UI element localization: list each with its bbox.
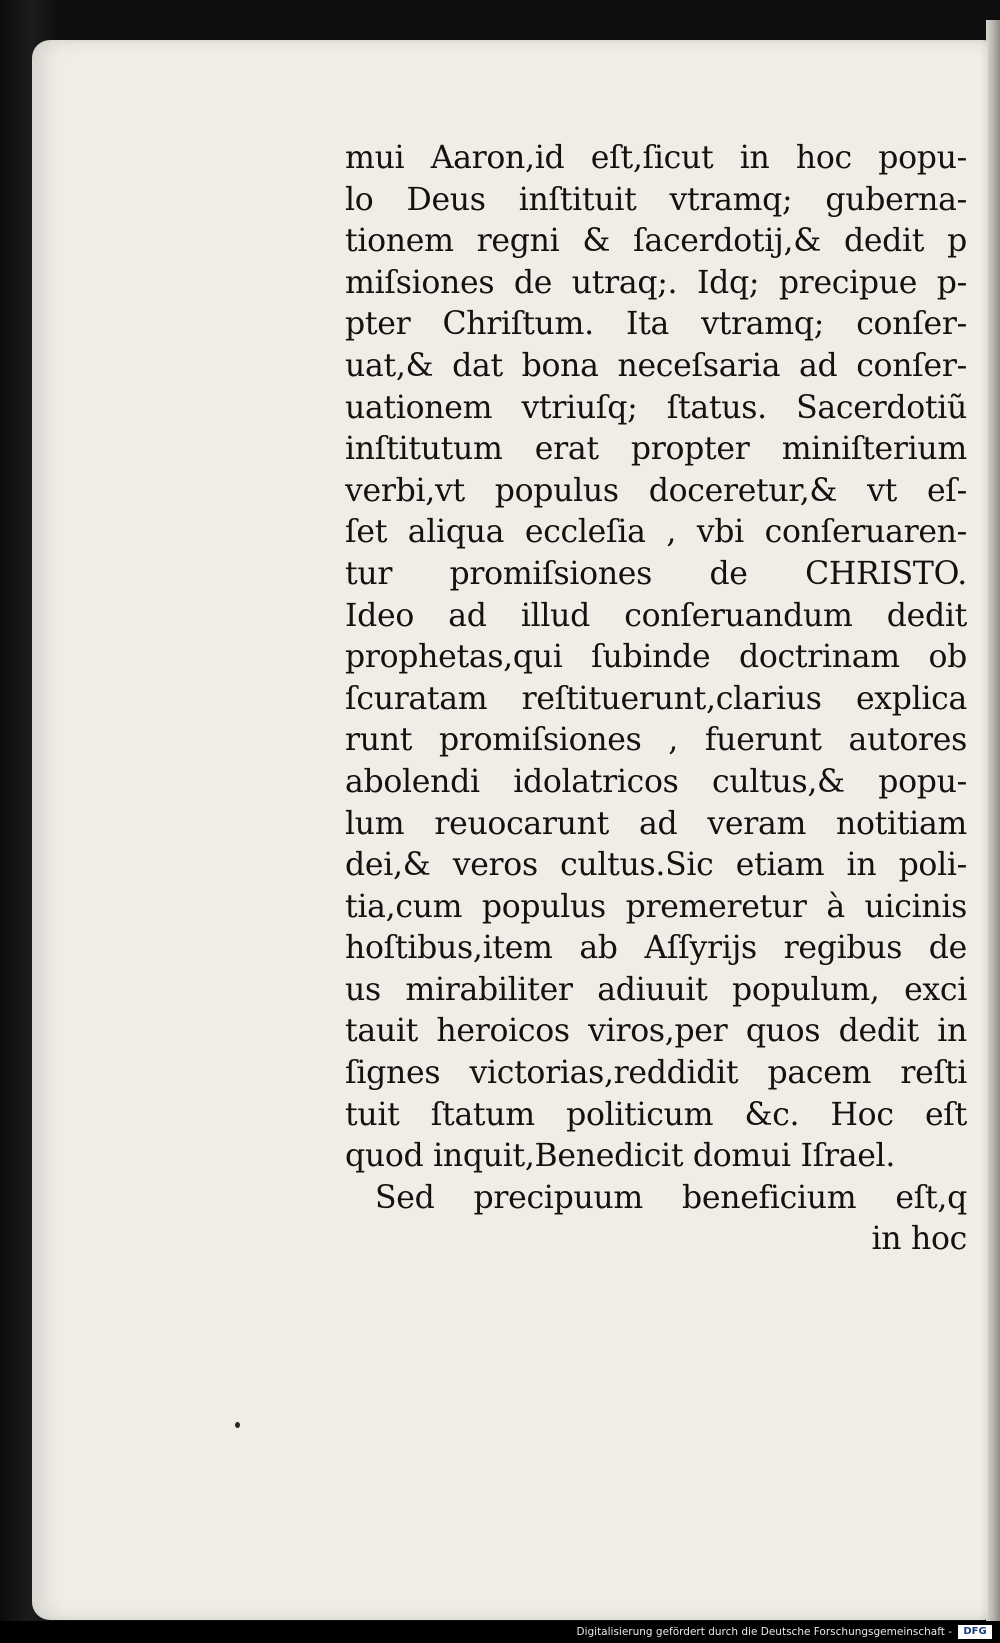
text-line: abolendi idolatricos cultus,& popu-	[345, 763, 967, 800]
text-line: Ideo ad illud conſeruandum dedit	[345, 597, 967, 634]
text-line: pter Chriſtum. Ita vtramq; conſer-	[345, 306, 967, 343]
text-line: mui Aaron,id eſt,ſicut in hoc popu-	[345, 140, 967, 176]
text-line: ſignes victorias,reddidit pacem reſti	[345, 1055, 967, 1092]
text-line: ſet aliqua eccleſia , vbi conſeruaren-	[345, 514, 967, 551]
page-edge	[986, 20, 1000, 1630]
text-line: miſsiones de utraq;. Idq; precipue p-	[345, 264, 967, 301]
text-line: tauit heroicos viros,per quos dedit in	[345, 1013, 967, 1050]
text-line: lum reuocarunt ad veram notitiam	[345, 805, 967, 842]
text-line: tuit ſtatum politicum &c. Hoc eſt	[345, 1096, 967, 1133]
paragraph-start: Sed precipuum beneficium eſt,q	[375, 1179, 967, 1216]
digitization-credit: Digitalisierung gefördert durch die Deutsche Forschungsgemeinschaft -	[576, 1626, 952, 1638]
text-line: tia,cum populus premeretur à uicinis	[345, 888, 967, 925]
page-text	[345, 138, 967, 1261]
text-line: hoſtibus,item ab Aſſyrijs regibus de	[345, 930, 967, 967]
text-line: ſcuratam reſtituerunt,clarius explica	[345, 680, 967, 717]
text-line: uat,& dat bona neceſsaria ad conſer-	[345, 347, 967, 384]
dfg-logo-icon: DFG	[958, 1625, 992, 1639]
text-line: inſtitutum erat propter miniſterium	[345, 431, 967, 468]
text-line: verbi,vt populus doceretur,& vt eſ-	[345, 472, 967, 509]
ink-spot	[235, 1422, 240, 1428]
text-line: runt promiſsiones , fuerunt autores	[345, 722, 967, 759]
text-line: uationem vtriuſq; ſtatus. Sacerdotiũ	[345, 389, 967, 426]
text-line: dei,& veros cultus.Sic etiam in poli-	[345, 847, 967, 884]
text-line: tionem regni & ſacerdotij,& dedit p	[345, 223, 967, 260]
text-line: tur promiſsiones de CHRISTO.	[345, 555, 967, 592]
text-line: us mirabiliter adiuuit populum, exci	[345, 971, 967, 1008]
text-line: lo Deus inſtituit vtramq; guberna-	[345, 181, 967, 218]
text-line: prophetas,qui ſubinde doctrinam ob	[345, 639, 967, 676]
catchword: in hoc	[871, 1221, 967, 1258]
text-line: quod inquit,Benedicit domui Iſrael.	[345, 1138, 896, 1175]
